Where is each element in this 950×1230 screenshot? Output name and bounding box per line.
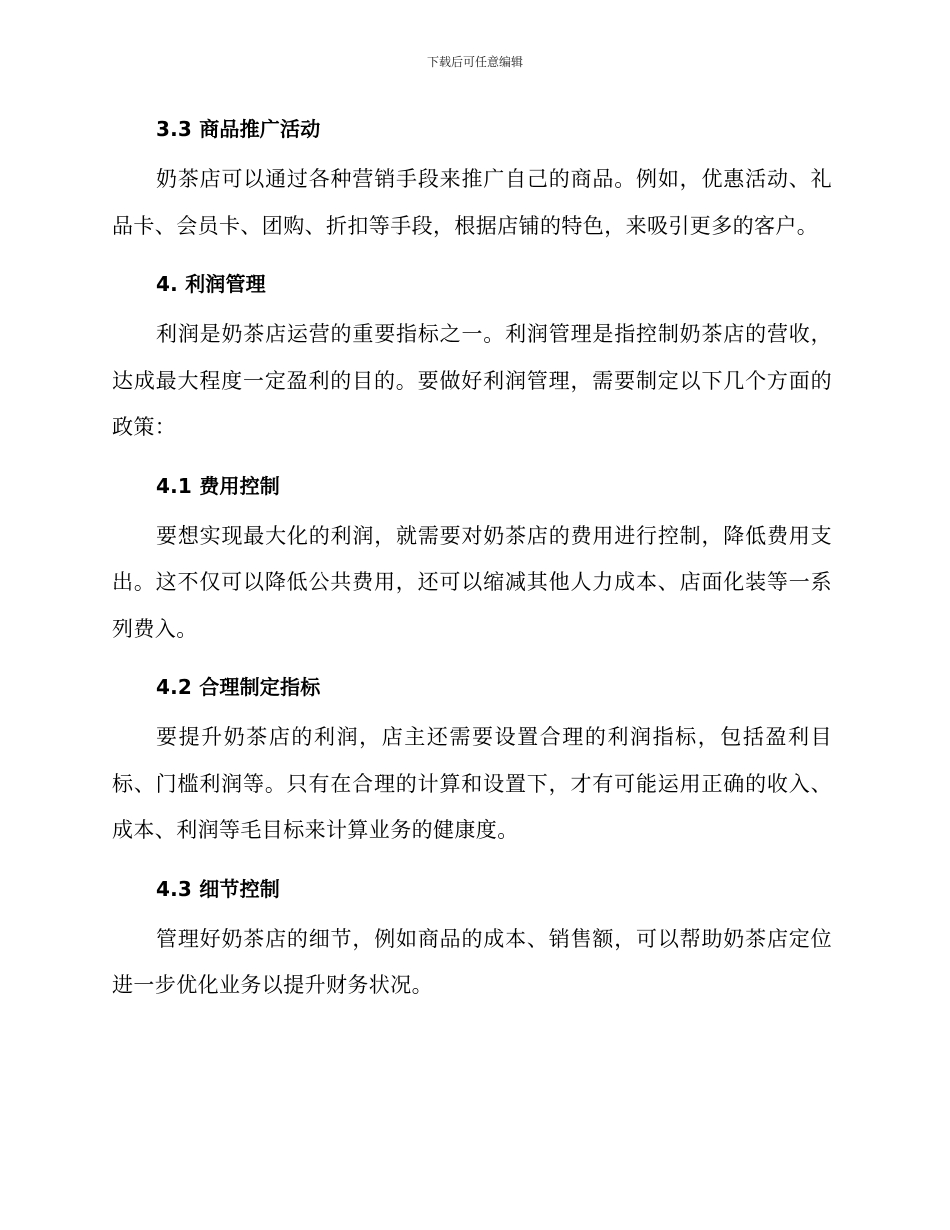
section-heading: 4. 利润管理 [156,272,266,296]
section-heading: 3.3 商品推广活动 [156,117,321,141]
section-paragraph: 要提升奶茶店的利润，店主还需要设置合理的利润指标，包括盈利目标、门槛利润等。只有在合理的计算和设置下，才有可能运用正确的收入、成本、利润等毛目标来计算业务的健康度。 [112,725,832,842]
section-paragraph: 利润是奶茶店运营的重要指标之一。利润管理是指控制奶茶店的营收，达成最大程度一定盈利的目的。要做好利润管理，需要制定以下几个方面的政策： [112,322,832,439]
document-body [112,104,832,1009]
section-heading: 4.1 费用控制 [156,473,280,498]
page-header: 下载后可任意编辑 [426,55,523,69]
section-4-3 [112,864,832,1009]
section-paragraph: 奶茶店可以通过各种营销手段来推广自己的商品。例如，优惠活动、礼品卡、会员卡、团购、折扣等手段，根据店铺的特色，来吸引更多的客户。 [112,167,832,238]
section-heading: 4.2 合理制定指标 [156,675,321,699]
section-paragraph: 要想实现最大化的利润，就需要对奶茶店的费用进行控制，降低费用支出。这不仅可以降低公共费用，还可以缩减其他人力成本、店面化装等一系列费入。 [112,523,832,641]
section-3-3 [112,104,832,249]
section-4 [112,259,832,451]
section-paragraph: 管理好奶茶店的细节，例如商品的成本、销售额，可以帮助奶茶店定位进一步优化业务以提升财务状况。 [112,926,832,997]
section-4-2 [112,662,832,854]
section-heading: 4.3 细节控制 [156,876,280,901]
section-4-1 [112,461,832,653]
